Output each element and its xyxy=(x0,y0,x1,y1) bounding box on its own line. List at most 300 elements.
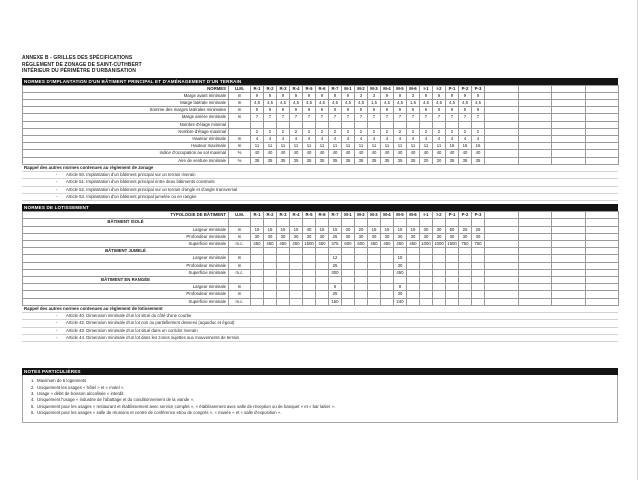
value-cell: 450 xyxy=(277,241,290,248)
value-cell: 12 xyxy=(329,255,342,262)
col-header-zone: R-5 xyxy=(303,212,316,219)
value-cell xyxy=(407,121,420,128)
col-header-zone: I-1 xyxy=(420,85,433,92)
empty-cell xyxy=(355,248,368,255)
value-cell: 35 xyxy=(251,157,264,164)
empty-cell xyxy=(342,277,355,284)
value-cell xyxy=(420,269,433,276)
value-cell xyxy=(459,269,472,276)
value-cell: 25 xyxy=(472,226,485,233)
empty-cell xyxy=(472,219,485,226)
empty-cell xyxy=(485,157,519,164)
empty-cell xyxy=(277,277,290,284)
row-um-cell xyxy=(229,128,251,135)
value-cell: 20 xyxy=(420,157,433,164)
empty-cell xyxy=(552,284,586,291)
value-cell: 40 xyxy=(394,150,407,157)
empty-cell xyxy=(290,248,303,255)
value-cell xyxy=(303,121,316,128)
value-cell xyxy=(407,255,420,262)
empty-cell xyxy=(355,219,368,226)
empty-cell xyxy=(552,291,586,298)
value-cell: 750 xyxy=(472,241,485,248)
col-header-label: NORMES xyxy=(23,85,229,92)
rappel-lotissement-list xyxy=(22,313,618,342)
value-cell xyxy=(446,269,459,276)
value-cell: 2 xyxy=(251,128,264,135)
value-cell: 450 xyxy=(251,241,264,248)
value-cell: 9 xyxy=(251,92,264,99)
value-cell: 4,5 xyxy=(277,99,290,106)
value-cell xyxy=(446,284,459,291)
table-row xyxy=(23,107,619,114)
notes-list xyxy=(23,378,617,416)
value-cell: 9 xyxy=(420,92,433,99)
col-header-label: TYPOLOGIE DE BÂTIMENT xyxy=(23,212,229,219)
note-number: 6. xyxy=(31,409,35,415)
value-cell: 4 xyxy=(420,135,433,142)
table-row xyxy=(23,212,619,219)
value-cell: 40 xyxy=(329,150,342,157)
row-label: Marge avant minimale xyxy=(23,92,229,99)
value-cell: 1500 xyxy=(447,241,457,247)
empty-cell xyxy=(585,107,619,114)
value-cell: 1000 xyxy=(434,241,444,247)
value-cell: 4,5 xyxy=(420,99,433,106)
title-line-annexe: ANNEXE B - GRILLES DES SPÉCIFICATIONS xyxy=(22,55,133,61)
row-label: Superficie minimale xyxy=(23,298,229,305)
value-cell: 16 xyxy=(472,143,485,150)
value-cell xyxy=(342,269,355,276)
row-um-cell: m xyxy=(229,284,251,291)
value-cell: 15 xyxy=(251,226,264,233)
value-cell: 15 xyxy=(316,226,329,233)
value-cell: 20 xyxy=(355,226,368,233)
rappel-zonage-block xyxy=(22,165,618,201)
value-cell: 30 xyxy=(381,233,394,240)
note-text: Uniquement pour les usages « salle de réunions et centre de conférence et/ou de congrès », « musée » et « salle d'exposition ». xyxy=(37,409,282,415)
value-cell: 11 xyxy=(264,143,277,150)
row-um-cell: m xyxy=(229,99,251,106)
value-cell xyxy=(355,121,368,128)
empty-cell xyxy=(446,277,459,284)
empty-cell xyxy=(518,150,552,157)
empty-cell xyxy=(518,128,552,135)
empty-cell xyxy=(251,277,264,284)
value-cell: 4 xyxy=(277,135,290,142)
col-header-zone: P-2 xyxy=(459,85,472,92)
row-um-cell: m xyxy=(229,114,251,121)
lotissement-table xyxy=(22,211,619,306)
value-cell: 4 xyxy=(394,135,407,142)
value-cell: 40 xyxy=(316,150,329,157)
value-cell xyxy=(316,262,329,269)
empty-cell xyxy=(368,219,381,226)
value-cell: 9 xyxy=(381,92,394,99)
row-label: Hauteur minimale xyxy=(23,135,229,142)
value-cell xyxy=(459,262,472,269)
empty-cell xyxy=(394,248,407,255)
table-row xyxy=(23,277,619,284)
value-cell: 4,5 xyxy=(394,99,407,106)
empty-cell xyxy=(316,219,329,226)
value-cell: 40 xyxy=(368,150,381,157)
empty-cell xyxy=(518,114,552,121)
row-label: Largeur minimale xyxy=(23,226,229,233)
value-cell xyxy=(316,269,329,276)
empty-cell xyxy=(518,219,552,226)
value-cell xyxy=(264,269,277,276)
value-cell: 15 xyxy=(381,226,394,233)
empty-cell xyxy=(518,85,552,92)
value-cell: 35 xyxy=(277,157,290,164)
value-cell: 2 xyxy=(433,128,446,135)
value-cell: 2 xyxy=(290,128,303,135)
value-cell xyxy=(290,269,303,276)
rappel-zonage-heading: Rappel des autres normes contenues au règlement de zonage xyxy=(22,165,618,172)
value-cell xyxy=(342,255,355,262)
value-cell: 30 xyxy=(407,233,420,240)
value-cell: 11 xyxy=(277,143,290,150)
empty-cell xyxy=(552,241,586,248)
value-cell xyxy=(368,291,381,298)
value-cell xyxy=(277,291,290,298)
value-cell xyxy=(446,121,459,128)
value-cell xyxy=(303,291,316,298)
value-cell xyxy=(433,284,446,291)
value-cell xyxy=(264,284,277,291)
value-cell: 9 xyxy=(459,107,472,114)
empty-cell xyxy=(518,107,552,114)
value-cell: 4 xyxy=(368,135,381,142)
value-cell: 2 xyxy=(381,128,394,135)
value-cell: 9 xyxy=(433,107,446,114)
value-cell: 4 xyxy=(264,135,277,142)
value-cell: 7 xyxy=(290,114,303,121)
value-cell xyxy=(277,284,290,291)
empty-cell xyxy=(518,157,552,164)
value-cell xyxy=(277,255,290,262)
empty-cell xyxy=(407,248,420,255)
value-cell xyxy=(459,284,472,291)
value-cell: 450 xyxy=(394,269,407,276)
empty-cell xyxy=(485,284,519,291)
note-text: Uniquement l'usage « industrie de l'abattage et du conditionnement de la viande ». xyxy=(37,397,195,403)
value-cell xyxy=(407,298,420,305)
empty-cell xyxy=(229,277,251,284)
lotissement-table-container xyxy=(22,211,618,306)
row-label: Hauteur maximale xyxy=(23,143,229,150)
empty-cell xyxy=(485,269,519,276)
value-cell: 30 xyxy=(264,233,277,240)
value-cell xyxy=(303,262,316,269)
value-cell xyxy=(355,291,368,298)
value-cell: 35 xyxy=(264,157,277,164)
empty-cell xyxy=(485,212,519,219)
value-cell: 2 xyxy=(277,128,290,135)
value-cell: 4,5 xyxy=(303,99,316,106)
row-label: Profondeur minimale xyxy=(23,262,229,269)
value-cell xyxy=(368,262,381,269)
value-cell: 2 xyxy=(420,128,433,135)
value-cell: 16 xyxy=(446,143,459,150)
value-cell xyxy=(472,121,485,128)
row-um-cell: m xyxy=(229,291,251,298)
empty-cell xyxy=(585,233,619,240)
value-cell: 2 xyxy=(407,128,420,135)
value-cell xyxy=(368,255,381,262)
empty-cell xyxy=(355,277,368,284)
value-cell xyxy=(407,284,420,291)
value-cell xyxy=(251,262,264,269)
table-row xyxy=(23,291,619,298)
value-cell: 9 xyxy=(264,107,277,114)
empty-cell xyxy=(518,284,552,291)
rappel-lotissement-block xyxy=(22,306,618,342)
empty-cell xyxy=(433,277,446,284)
col-header-zone: M-3 xyxy=(368,212,381,219)
value-cell xyxy=(433,255,446,262)
value-cell: 9 xyxy=(316,107,329,114)
implantation-table-container xyxy=(22,85,618,165)
value-cell: 4 xyxy=(316,135,329,142)
document-page xyxy=(22,55,618,423)
empty-cell xyxy=(518,226,552,233)
section-row-label: BÂTIMENT ISOLÉ xyxy=(23,219,229,226)
row-um-cell: m xyxy=(229,226,251,233)
value-cell: 15 xyxy=(264,226,277,233)
row-label: Largeur minimale xyxy=(23,284,229,291)
empty-cell xyxy=(459,277,472,284)
value-cell: 40 xyxy=(342,150,355,157)
value-cell: 35 xyxy=(446,157,459,164)
section-bar-implantation: NORMES D'IMPLANTATION D'UN BÂTIMENT PRINCIPAL ET D'AMÉNAGEMENT D'UN TERRAIN xyxy=(22,78,618,85)
empty-cell xyxy=(585,269,619,276)
row-label: Profondeur minimale xyxy=(23,291,229,298)
empty-cell xyxy=(585,241,619,248)
table-row xyxy=(23,92,619,99)
row-um-cell: m xyxy=(229,92,251,99)
value-cell: 7 xyxy=(420,114,433,121)
table-row xyxy=(23,219,619,226)
notes-box xyxy=(22,375,618,423)
empty-cell xyxy=(446,219,459,226)
empty-cell xyxy=(552,128,586,135)
value-cell xyxy=(381,121,394,128)
value-cell xyxy=(420,291,433,298)
col-header-zone: M-6 xyxy=(407,212,420,219)
empty-cell xyxy=(485,85,519,92)
empty-cell xyxy=(552,121,586,128)
value-cell: 30 xyxy=(277,233,290,240)
value-cell: 40 xyxy=(303,150,316,157)
col-header-um: U.M. xyxy=(229,85,251,92)
row-um-cell: m.c. xyxy=(229,241,251,248)
value-cell xyxy=(459,291,472,298)
empty-cell xyxy=(264,248,277,255)
value-cell: 11 xyxy=(420,143,433,150)
empty-cell xyxy=(552,255,586,262)
value-cell: 600 xyxy=(355,241,368,248)
value-cell: 40 xyxy=(407,150,420,157)
value-cell: 9 xyxy=(472,92,485,99)
value-cell: 9 xyxy=(433,92,446,99)
value-cell: 4 xyxy=(433,135,446,142)
document-title xyxy=(22,55,618,75)
value-cell: 30 xyxy=(472,233,485,240)
value-cell xyxy=(316,291,329,298)
empty-cell xyxy=(552,262,586,269)
value-cell: 40 xyxy=(264,150,277,157)
row-um-cell: m xyxy=(229,135,251,142)
table-row xyxy=(23,284,619,291)
empty-cell xyxy=(329,248,342,255)
value-cell: 30 xyxy=(342,233,355,240)
value-cell: 30 xyxy=(446,233,459,240)
value-cell xyxy=(316,284,329,291)
col-header-zone: P-3 xyxy=(472,212,485,219)
col-header-zone: R-2 xyxy=(264,212,277,219)
row-label: Superficie minimale xyxy=(23,241,229,248)
value-cell: 40 xyxy=(381,150,394,157)
empty-cell xyxy=(485,226,519,233)
table-row xyxy=(23,143,619,150)
value-cell xyxy=(381,291,394,298)
value-cell: 4 xyxy=(251,135,264,142)
implantation-table xyxy=(22,85,619,165)
note-number: 3. xyxy=(31,390,35,396)
value-cell: 4,5 xyxy=(251,99,264,106)
empty-cell xyxy=(303,219,316,226)
value-cell: 40 xyxy=(433,150,446,157)
empty-cell xyxy=(264,219,277,226)
value-cell xyxy=(420,298,433,305)
col-header-zone: R-6 xyxy=(316,85,329,92)
table-row xyxy=(23,262,619,269)
title-line-interieur: INTÉRIEUR DU PÉRIMÈTRE D'URBANISATION xyxy=(22,68,136,74)
table-row xyxy=(23,233,619,240)
value-cell xyxy=(342,291,355,298)
value-cell xyxy=(355,269,368,276)
col-header-zone: P-3 xyxy=(472,85,485,92)
row-um-cell: m.c. xyxy=(229,298,251,305)
value-cell: 16 xyxy=(459,143,472,150)
empty-cell xyxy=(518,143,552,150)
value-cell xyxy=(381,298,394,305)
value-cell: 7 xyxy=(303,114,316,121)
col-header-zone: P-2 xyxy=(459,212,472,219)
value-cell xyxy=(264,291,277,298)
empty-cell xyxy=(316,277,329,284)
empty-cell xyxy=(433,248,446,255)
value-cell: 9 xyxy=(277,92,290,99)
note-text: Uniquement pour les usages « restaurant et établissement avec service complet », « établissement avec salle de réception ou de banquet » et « bar laitier ». xyxy=(37,403,336,409)
value-cell: 30 xyxy=(394,291,407,298)
empty-cell xyxy=(485,291,519,298)
section-bar-lotissement: NORMES DE LOTISSEMENT xyxy=(22,204,618,211)
empty-cell xyxy=(552,150,586,157)
value-cell xyxy=(316,121,329,128)
rappel-article-item: - Article 50. Implantation d'un bâtiment principal sur un terrain riverain xyxy=(22,172,618,179)
value-cell: 11 xyxy=(316,143,329,150)
value-cell: 9 xyxy=(303,107,316,114)
value-cell: 7 xyxy=(342,114,355,121)
value-cell xyxy=(251,298,264,305)
empty-cell xyxy=(329,277,342,284)
col-header-zone: M-4 xyxy=(381,212,394,219)
value-cell xyxy=(264,255,277,262)
value-cell: 7 xyxy=(459,114,472,121)
empty-cell xyxy=(485,262,519,269)
value-cell xyxy=(433,121,446,128)
rappel-article-item: - Article 42. Dimension minimale d'un lot non ou partiellement desservi (aqueduc et égout) xyxy=(22,320,618,327)
value-cell xyxy=(290,298,303,305)
empty-cell xyxy=(277,219,290,226)
value-cell: 450 xyxy=(290,241,303,248)
value-cell: 4,5 xyxy=(290,99,303,106)
value-cell: 40 xyxy=(459,150,472,157)
empty-cell xyxy=(290,277,303,284)
empty-cell xyxy=(485,107,519,114)
table-row xyxy=(23,255,619,262)
value-cell: 9 xyxy=(290,92,303,99)
value-cell: 1000 xyxy=(421,241,431,247)
section-bar-notes: NOTES PARTICULIÈRES xyxy=(22,368,618,375)
value-cell: 9 xyxy=(329,92,342,99)
value-cell xyxy=(472,298,485,305)
value-cell: 4,5 xyxy=(459,99,472,106)
value-cell: 7 xyxy=(446,114,459,121)
value-cell: 7 xyxy=(329,114,342,121)
empty-cell xyxy=(381,219,394,226)
table-row xyxy=(23,150,619,157)
value-cell: 2 xyxy=(472,128,485,135)
row-um-cell: m xyxy=(229,233,251,240)
empty-cell xyxy=(251,219,264,226)
value-cell xyxy=(277,269,290,276)
value-cell: 2 xyxy=(303,128,316,135)
empty-cell xyxy=(303,248,316,255)
empty-cell xyxy=(552,85,586,92)
value-cell: 50 xyxy=(446,226,459,233)
empty-cell xyxy=(229,219,251,226)
value-cell: 450 xyxy=(394,241,407,248)
col-header-zone: R-7 xyxy=(329,212,342,219)
row-label: Profondeur minimale xyxy=(23,233,229,240)
note-number: 5. xyxy=(31,403,35,409)
value-cell xyxy=(433,269,446,276)
value-cell: 2 xyxy=(329,128,342,135)
col-header-zone: M-1 xyxy=(342,212,355,219)
empty-cell xyxy=(485,121,519,128)
empty-cell xyxy=(485,241,519,248)
value-cell: 40 xyxy=(420,150,433,157)
value-cell xyxy=(394,121,407,128)
value-cell xyxy=(251,284,264,291)
value-cell: 4,5 xyxy=(355,99,368,106)
value-cell: 4 xyxy=(459,135,472,142)
empty-cell xyxy=(585,121,619,128)
table-row xyxy=(23,157,619,164)
value-cell: 1500 xyxy=(304,241,314,247)
value-cell xyxy=(290,291,303,298)
value-cell: 11 xyxy=(381,143,394,150)
empty-cell xyxy=(585,212,619,219)
value-cell: 9 xyxy=(355,107,368,114)
value-cell: 40 xyxy=(303,226,316,233)
value-cell: 15 xyxy=(394,226,407,233)
rappel-lotissement-heading: Rappel des autres normes contenues au règlement de lotissement xyxy=(22,306,618,313)
